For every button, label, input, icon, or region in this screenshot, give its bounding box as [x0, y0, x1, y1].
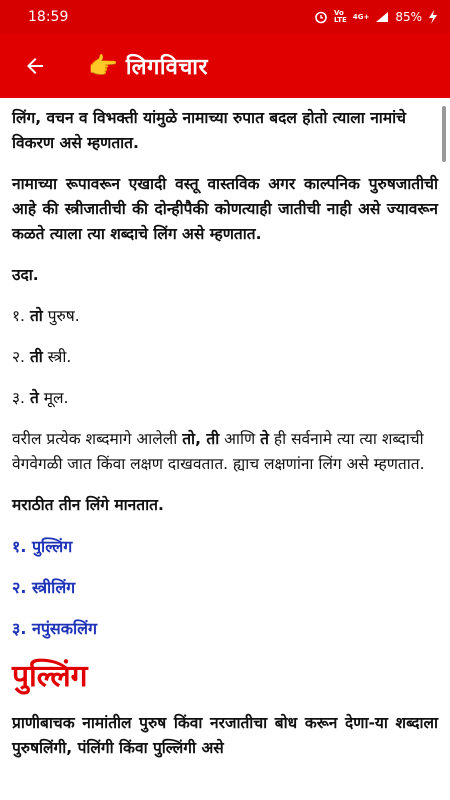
title-group [88, 51, 208, 81]
page-title: लिगविचार [125, 55, 208, 80]
three-genders-line: मराठीत तीन लिंगे मानतात. [12, 496, 164, 514]
masculine-paragraph: प्राणीबाचक नामांतील पुरुष किंवा नरजातीचा बोध करून देणा-या शब्दाला पुरुषलिंगी, पंलिंगी किंवा पुल्लिंगी असे [12, 714, 438, 757]
example-label: उदा. [12, 266, 39, 284]
example-item: १. तो पुरुष. [12, 307, 80, 325]
intro-paragraph: लिंग, वचन व विभक्ती यांमुळे नामाच्या रुपात बदल होतो त्याला नामांचे विकरण असे म्हणतात. [12, 109, 406, 152]
masculine-heading: पुल्लिंग [12, 659, 88, 694]
pointing-hand-icon: 👉 [88, 52, 118, 80]
back-button[interactable] [0, 34, 70, 98]
alarm-icon [314, 10, 328, 24]
example-item: ३. ते मूल. [12, 389, 69, 407]
gender-item-feminine: २. स्त्रीलिंग [12, 578, 76, 597]
gender-item-masculine: १. पुल्लिंग [12, 537, 73, 556]
status-bar [0, 0, 450, 34]
gender-item-neuter: ३. नपुंसकलिंग [12, 619, 98, 638]
battery-charging-icon [428, 10, 438, 24]
app-bar [0, 34, 450, 98]
scrollbar-thumb[interactable] [442, 106, 446, 162]
status-time: 18:59 [28, 9, 69, 25]
battery-percent: 85% [395, 10, 422, 24]
signal-icon [375, 11, 389, 23]
status-icons [314, 10, 438, 24]
article-content[interactable] [0, 98, 450, 800]
arrow-back-icon [23, 54, 47, 78]
volte-indicator: Vo LTE [333, 9, 347, 24]
definition-paragraph: नामाच्या रूपावरून एखादी वस्तू वास्तविक अगर काल्पनिक पुरुषजातीची आहे की स्त्रीजातीची की दोन्हीपैकी कोणत्याही जातीची नाही असे ज्यावरून कळते त्याला त्या शब्दाचे लिंग असे म्हणतात. [12, 175, 438, 243]
example-item: २. ती स्त्री. [12, 348, 72, 366]
signal-label: 4G+ [352, 12, 370, 21]
explanation-paragraph: वरील प्रत्येक शब्दमागे आलेली तो, ती आणि ते ही सर्वनामे त्या त्या शब्दाची वेगवेगळी जात किंवा लक्षण दाखवतात. ह्याच लक्षणांना लिंग असे म्हणतात. [12, 430, 425, 473]
